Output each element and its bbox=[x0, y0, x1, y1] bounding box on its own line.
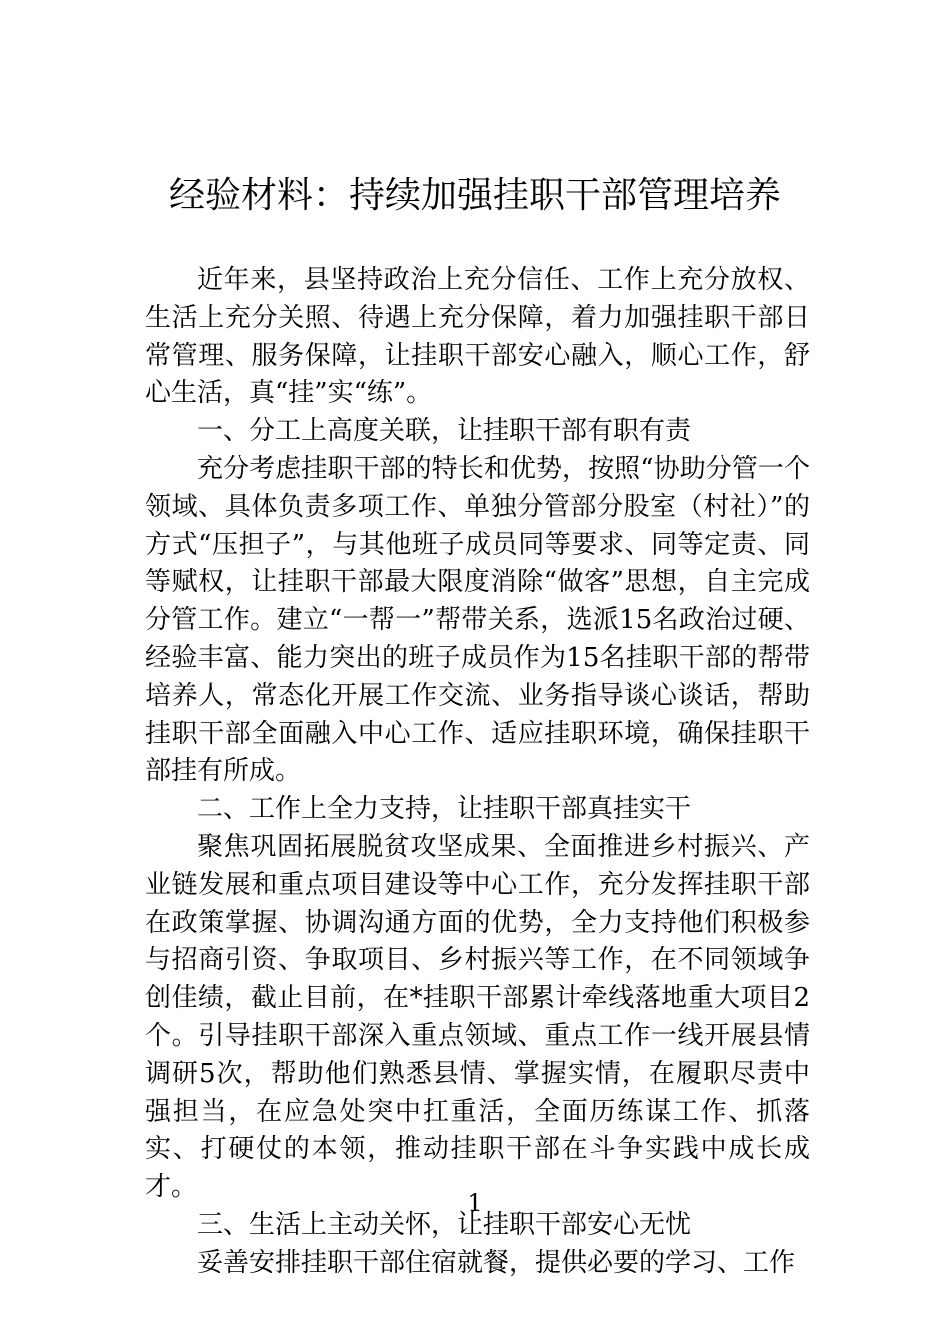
section-1-heading: 一、分工上高度关联，让挂职干部有职有责 bbox=[197, 416, 692, 447]
section-2-heading: 二、工作上全力支持，让挂职干部真挂实干 bbox=[197, 794, 692, 825]
section-2-paragraph: 聚焦巩固拓展脱贫攻坚成果、全面推进乡村振兴、产业链发展和重点项目建设等中心工作，充分发挥挂职干部在政策掌握、协调沟通方面的优势，全力支持他们积极参与招商引资、争取项目、乡村振兴等工作，在不同领域争创佳绩，截止目前，在*挂职干部累计牵线落地重大项目2个。引导挂职干部深入重点领域、重点工作一线开展县情调研5次，帮助他们熟悉县情、掌握实情，在履职尽责中强担当，在应急处突中扛重活，全面历练谋工作、抓落实、打硬仗的本领，推动挂职干部在斗争实践中成长成才。 bbox=[145, 831, 810, 1203]
document-title: 经验材料：持续加强挂职干部管理培养 bbox=[168, 175, 781, 216]
intro-paragraph: 近年来，县坚持政治上充分信任、工作上充分放权、生活上充分关照、待遇上充分保障，着力加强挂职干部日常管理、服务保障，让挂职干部安心融入，顺心工作，舒心生活，真“挂”实“练”。 bbox=[145, 265, 810, 409]
section-3-paragraph: 妥善安排挂职干部住宿就餐，提供必要的学习、工作 bbox=[197, 1247, 796, 1278]
section-1-paragraph: 充分考虑挂职干部的特长和优势，按照“协助分管一个领域、具体负责多项工作、单独分管部分股室（村社）”的方式“压担子”，与其他班子成员同等要求、同等定责、同等赋权，让挂职干部最大限度消除“做客”思想，自主完成分管工作。建立“一帮一”帮带关系，选派15名政治过硬、经验丰富、能力突出的班子成员作为15名挂职干部的帮带培养人，常态化开展工作交流、业务指导谈心谈话，帮助挂职干部全面融入中心工作、适应挂职环境，确保挂职干部挂有所成。 bbox=[145, 453, 810, 787]
document-body bbox=[145, 262, 810, 1283]
section-3-heading: 三、生活上主动关怀，让挂职干部安心无忧 bbox=[197, 1209, 692, 1240]
page-number: 1 bbox=[467, 1189, 483, 1217]
